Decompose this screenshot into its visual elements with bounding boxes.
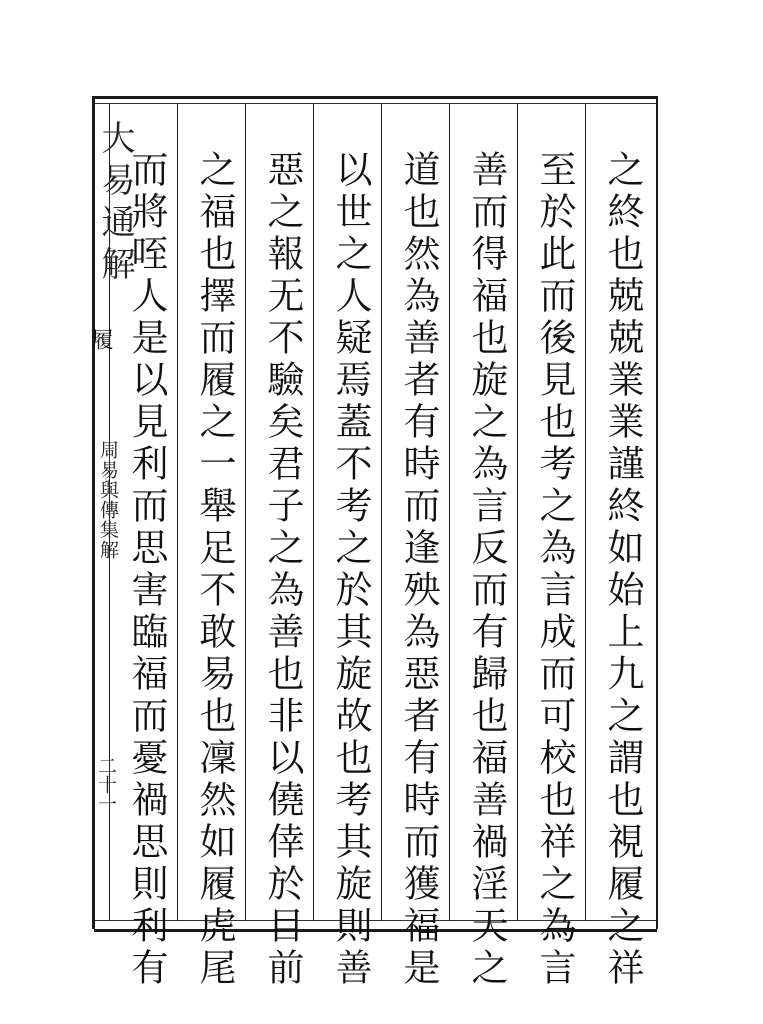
margin-book-title: 周易與傳集解 — [97, 440, 119, 560]
column-divider — [517, 103, 518, 921]
margin-page-number: 二十一 — [95, 756, 117, 813]
margin-heading: 大易通解 — [95, 120, 135, 288]
column-divider — [585, 103, 586, 921]
text-column-4: 道也然為善者有時而逢殃為惡者有時而獲福是 — [397, 150, 440, 990]
text-column-3: 善而得福也旋之為言反而有歸也福善禍淫天之 — [465, 150, 508, 990]
column-divider — [449, 103, 450, 921]
frame-right-border — [656, 96, 658, 929]
frame-inner-top-rule — [94, 103, 657, 104]
column-divider — [313, 103, 314, 921]
text-column-5: 以世之人疑焉蓋不考之於其旋故也考其旋則善 — [329, 150, 372, 990]
column-divider — [381, 103, 382, 921]
column-divider — [177, 103, 178, 921]
text-column-6: 惡之報无不驗矣君子之為善也非以僥倖於目前 — [261, 150, 304, 990]
text-column-1: 之終也兢兢業業謹終如始上九之謂也視履之祥 — [601, 150, 644, 990]
margin-hexagram-mark: 履 — [88, 328, 113, 350]
text-column-8: 而將咥人是以見利而思害臨福而憂禍思則利有 — [125, 150, 168, 990]
column-divider — [245, 103, 246, 921]
text-column-7: 之福也擇而履之一舉足不敢易也凜然如履虎尾 — [193, 150, 236, 990]
text-column-2: 至於此而後見也考之為言成而可校也祥之為言 — [533, 150, 576, 990]
